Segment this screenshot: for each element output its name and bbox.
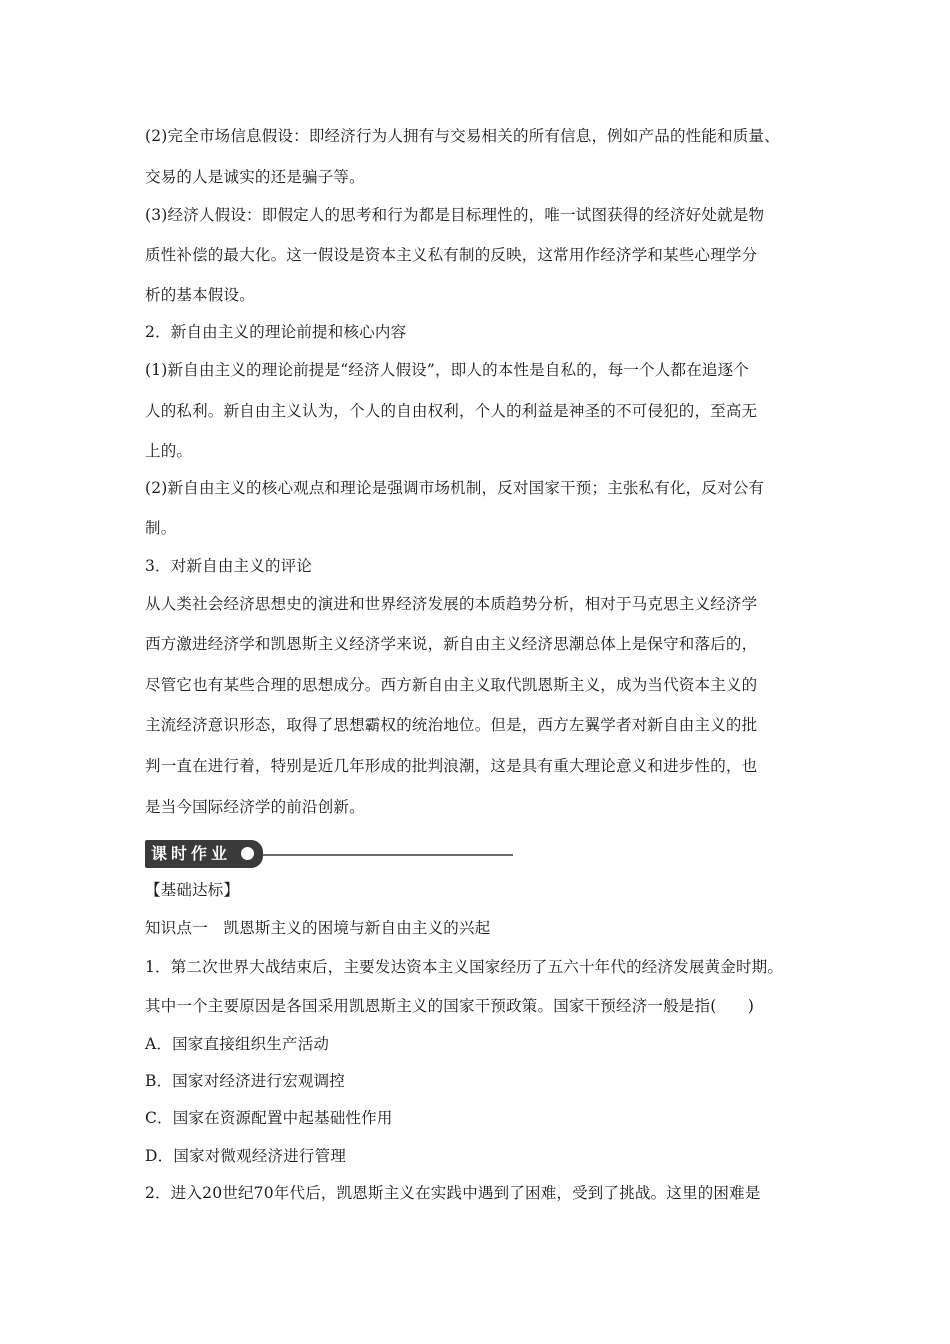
question-text: 2．进入20世纪70年代后，凯恩斯主义在实践中遇到了困难，受到了挑战。这里的困难是 <box>145 1184 761 1202</box>
text-line: (3)经济人假设：即假定人的思考和行为都是目标理性的，唯一试图获得的经济好处就是物 <box>145 206 765 224</box>
subsection-label: 【基础达标】 <box>145 881 240 899</box>
section-heading: 2．新自由主义的理论前提和核心内容 <box>145 323 407 341</box>
circle-icon <box>241 847 254 860</box>
knowledge-point-heading: 知识点一 凯恩斯主义的困境与新自由主义的兴起 <box>145 919 491 937</box>
text-line: 判一直在进行着，特别是近几年形成的批判浪潮，这是具有重大理论意义和进步性的，也 <box>145 757 758 775</box>
answer-option-c: C．国家在资源配置中起基础性作用 <box>145 1109 393 1127</box>
text-line: 从人类社会经济思想史的演进和世界经济发展的本质趋势分析，相对于马克思主义经济学 <box>145 595 758 613</box>
answer-option-a: A．国家直接组织生产活动 <box>145 1035 330 1053</box>
text-line: 尽管它也有某些合理的思想成分。西方新自由主义取代凯恩斯主义，成为当代资本主义的 <box>145 676 758 694</box>
question-text: 1．第二次世界大战结束后，主要发达资本主义国家经历了五六十年代的经济发展黄金时期。 <box>145 958 784 976</box>
text-line: (2)新自由主义的核心观点和理论是强调市场机制，反对国家干预；主张私有化，反对公有 <box>145 479 765 497</box>
text-line: 主流经济意识形态，取得了思想霸权的统治地位。但是，西方左翼学者对新自由主义的批 <box>145 716 758 734</box>
text-line: (2)完全市场信息假设：即经济行为人拥有与交易相关的所有信息，例如产品的性能和质量、 <box>145 127 780 145</box>
text-line: 析的基本假设。 <box>145 286 255 304</box>
answer-option-d: D．国家对微观经济进行管理 <box>145 1147 347 1165</box>
text-line: 人的私利。新自由主义认为，个人的自由权利，个人的利益是神圣的不可侵犯的，至高无 <box>145 402 758 420</box>
banner-divider <box>261 854 513 856</box>
banner-label: 课时作业 <box>145 840 263 868</box>
text-line: 制。 <box>145 519 177 537</box>
answer-option-b: B．国家对经济进行宏观调控 <box>145 1072 345 1090</box>
text-line: 上的。 <box>145 442 193 460</box>
text-line: 是当今国际经济学的前沿创新。 <box>145 798 365 816</box>
section-heading: 3．对新自由主义的评论 <box>145 557 313 575</box>
text-line: 西方激进经济学和凯恩斯主义经济学来说，新自由主义经济思潮总体上是保守和落后的， <box>145 635 758 653</box>
text-line: (1)新自由主义的理论前提是“经济人假设”，即人的本性是自私的，每一个人都在追逐个 <box>145 361 750 379</box>
section-banner <box>145 840 515 868</box>
question-text: 其中一个主要原因是各国采用凯恩斯主义的国家干预政策。国家干预经济一般是指( ) <box>145 997 755 1015</box>
text-line: 交易的人是诚实的还是骗子等。 <box>145 168 365 186</box>
text-line: 质性补偿的最大化。这一假设是资本主义私有制的反映，这常用作经济学和某些心理学分 <box>145 246 758 264</box>
